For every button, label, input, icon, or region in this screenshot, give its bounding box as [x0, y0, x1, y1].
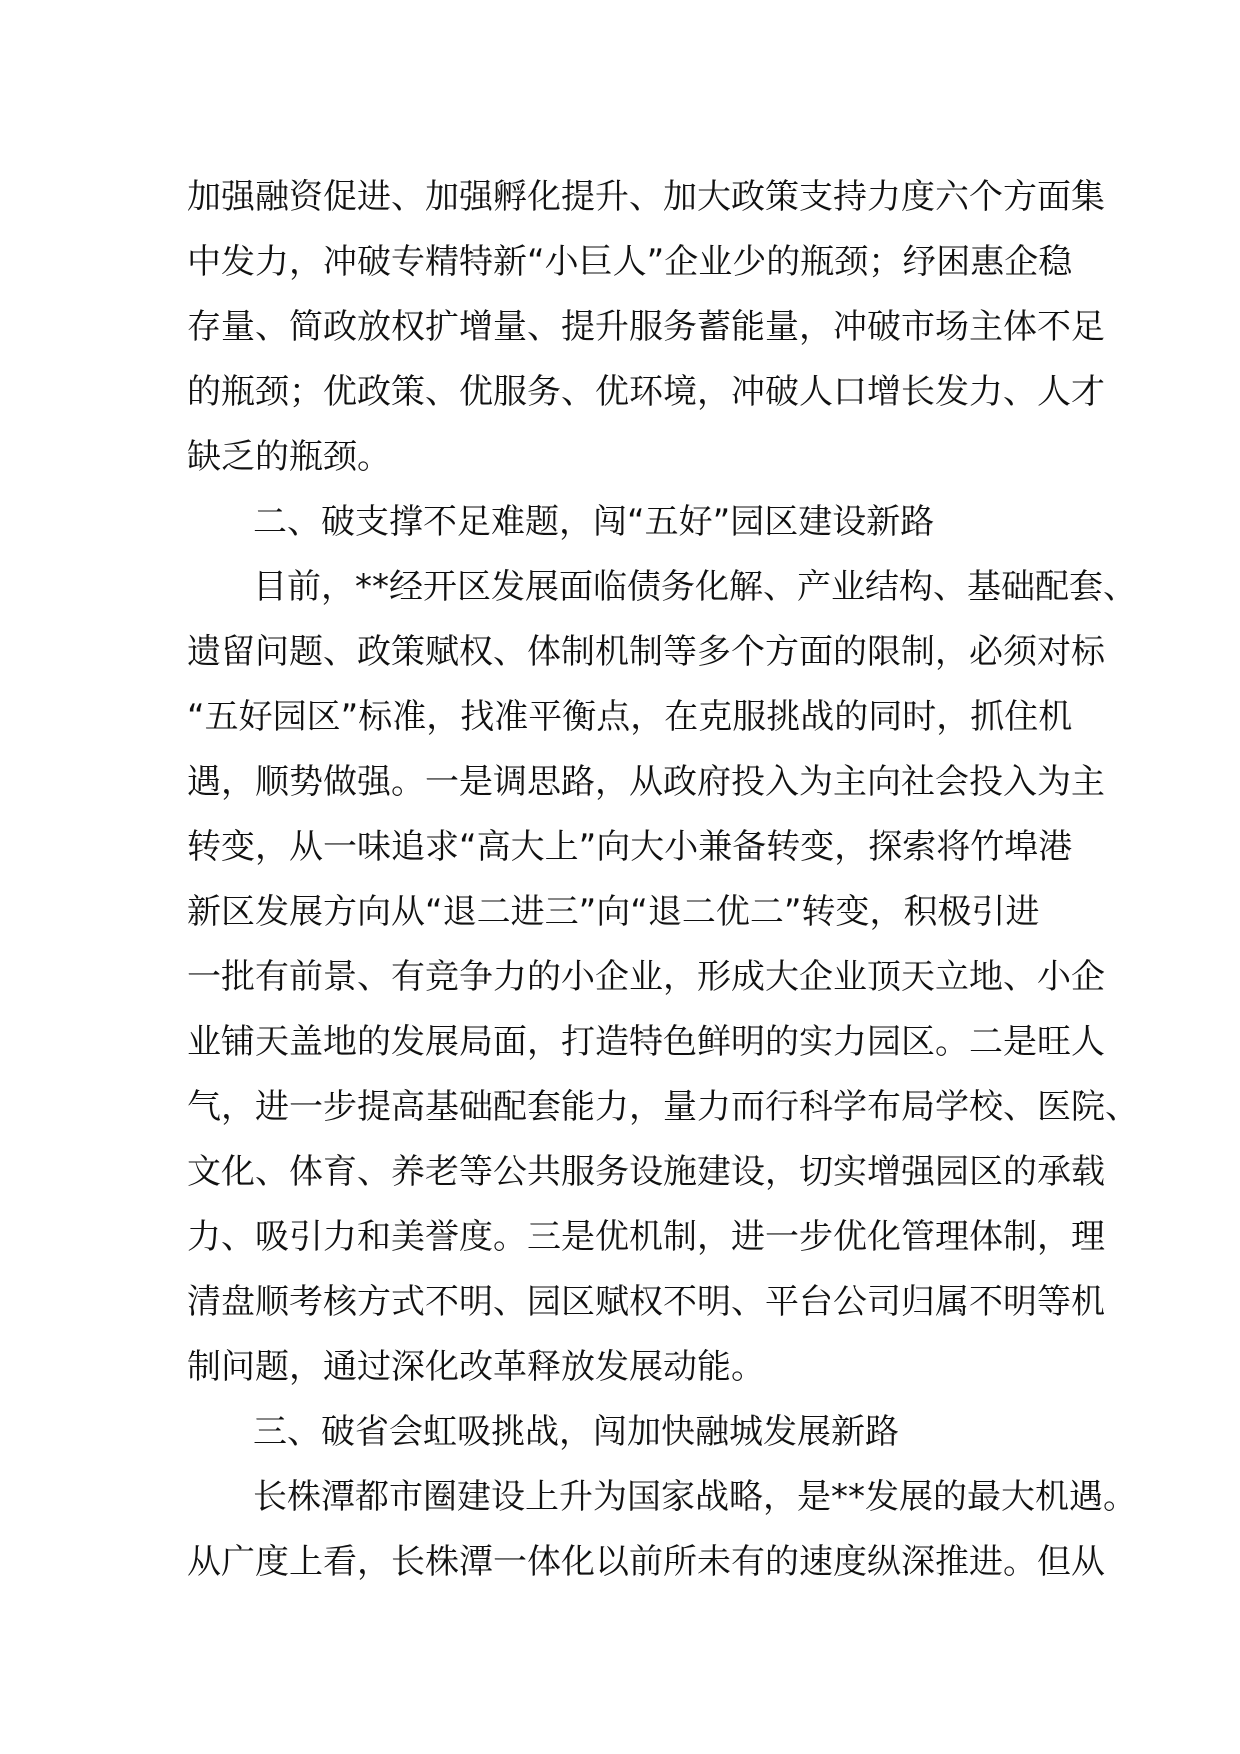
paragraph-line: 的瓶颈；优政策、优服务、优环境，冲破人口增长发力、人才 [187, 372, 1105, 412]
paragraph-line: 遗留问题、政策赋权、体制机制等多个方面的限制，必须对标 [187, 632, 1105, 672]
paragraph-line: 目前，**经开区发展面临债务化解、产业结构、基础配套、 [253, 567, 1137, 607]
paragraph-line: 加强融资促进、加强孵化提升、加大政策支持力度六个方面集 [187, 177, 1105, 217]
paragraph-line: 力、吸引力和美誉度。三是优机制，进一步优化管理体制，理 [187, 1217, 1105, 1257]
paragraph-line: 遇，顺势做强。一是调思路，从政府投入为主向社会投入为主 [187, 762, 1105, 802]
paragraph-line: 转变，从一味追求“高大上”向大小兼备转变，探索将竹埠港 [187, 827, 1073, 867]
paragraph-line: 从广度上看，长株潭一体化以前所未有的速度纵深推进。但从 [187, 1542, 1105, 1582]
paragraph-line: 制问题，通过深化改革释放发展动能。 [187, 1347, 765, 1387]
section-heading-3: 三、破省会虹吸挑战，闯加快融城发展新路 [253, 1412, 899, 1452]
section-heading-2: 二、破支撑不足难题，闯“五好”园区建设新路 [253, 502, 935, 542]
paragraph-line: “五好园区”标准，找准平衡点，在克服挑战的同时，抓住机 [187, 697, 1073, 737]
paragraph-line: 一批有前景、有竞争力的小企业，形成大企业顶天立地、小企 [187, 957, 1105, 997]
paragraph-line: 中发力，冲破专精特新“小巨人”企业少的瓶颈；纾困惠企稳 [187, 242, 1073, 282]
paragraph-line: 气，进一步提高基础配套能力，量力而行科学布局学校、医院、 [187, 1087, 1139, 1127]
paragraph-line: 新区发展方向从“退二进三”向“退二优二”转变，积极引进 [187, 892, 1040, 932]
document-body [187, 165, 1139, 1595]
paragraph-line: 清盘顺考核方式不明、园区赋权不明、平台公司归属不明等机 [187, 1282, 1105, 1322]
paragraph-line: 缺乏的瓶颈。 [187, 437, 391, 477]
paragraph-line: 业铺天盖地的发展局面，打造特色鲜明的实力园区。二是旺人 [187, 1022, 1105, 1062]
paragraph-line: 长株潭都市圈建设上升为国家战略，是**发展的最大机遇。 [253, 1477, 1137, 1517]
paragraph-line: 存量、简政放权扩增量、提升服务蓄能量，冲破市场主体不足 [187, 307, 1105, 347]
paragraph-line: 文化、体育、养老等公共服务设施建设，切实增强园区的承载 [187, 1152, 1105, 1192]
